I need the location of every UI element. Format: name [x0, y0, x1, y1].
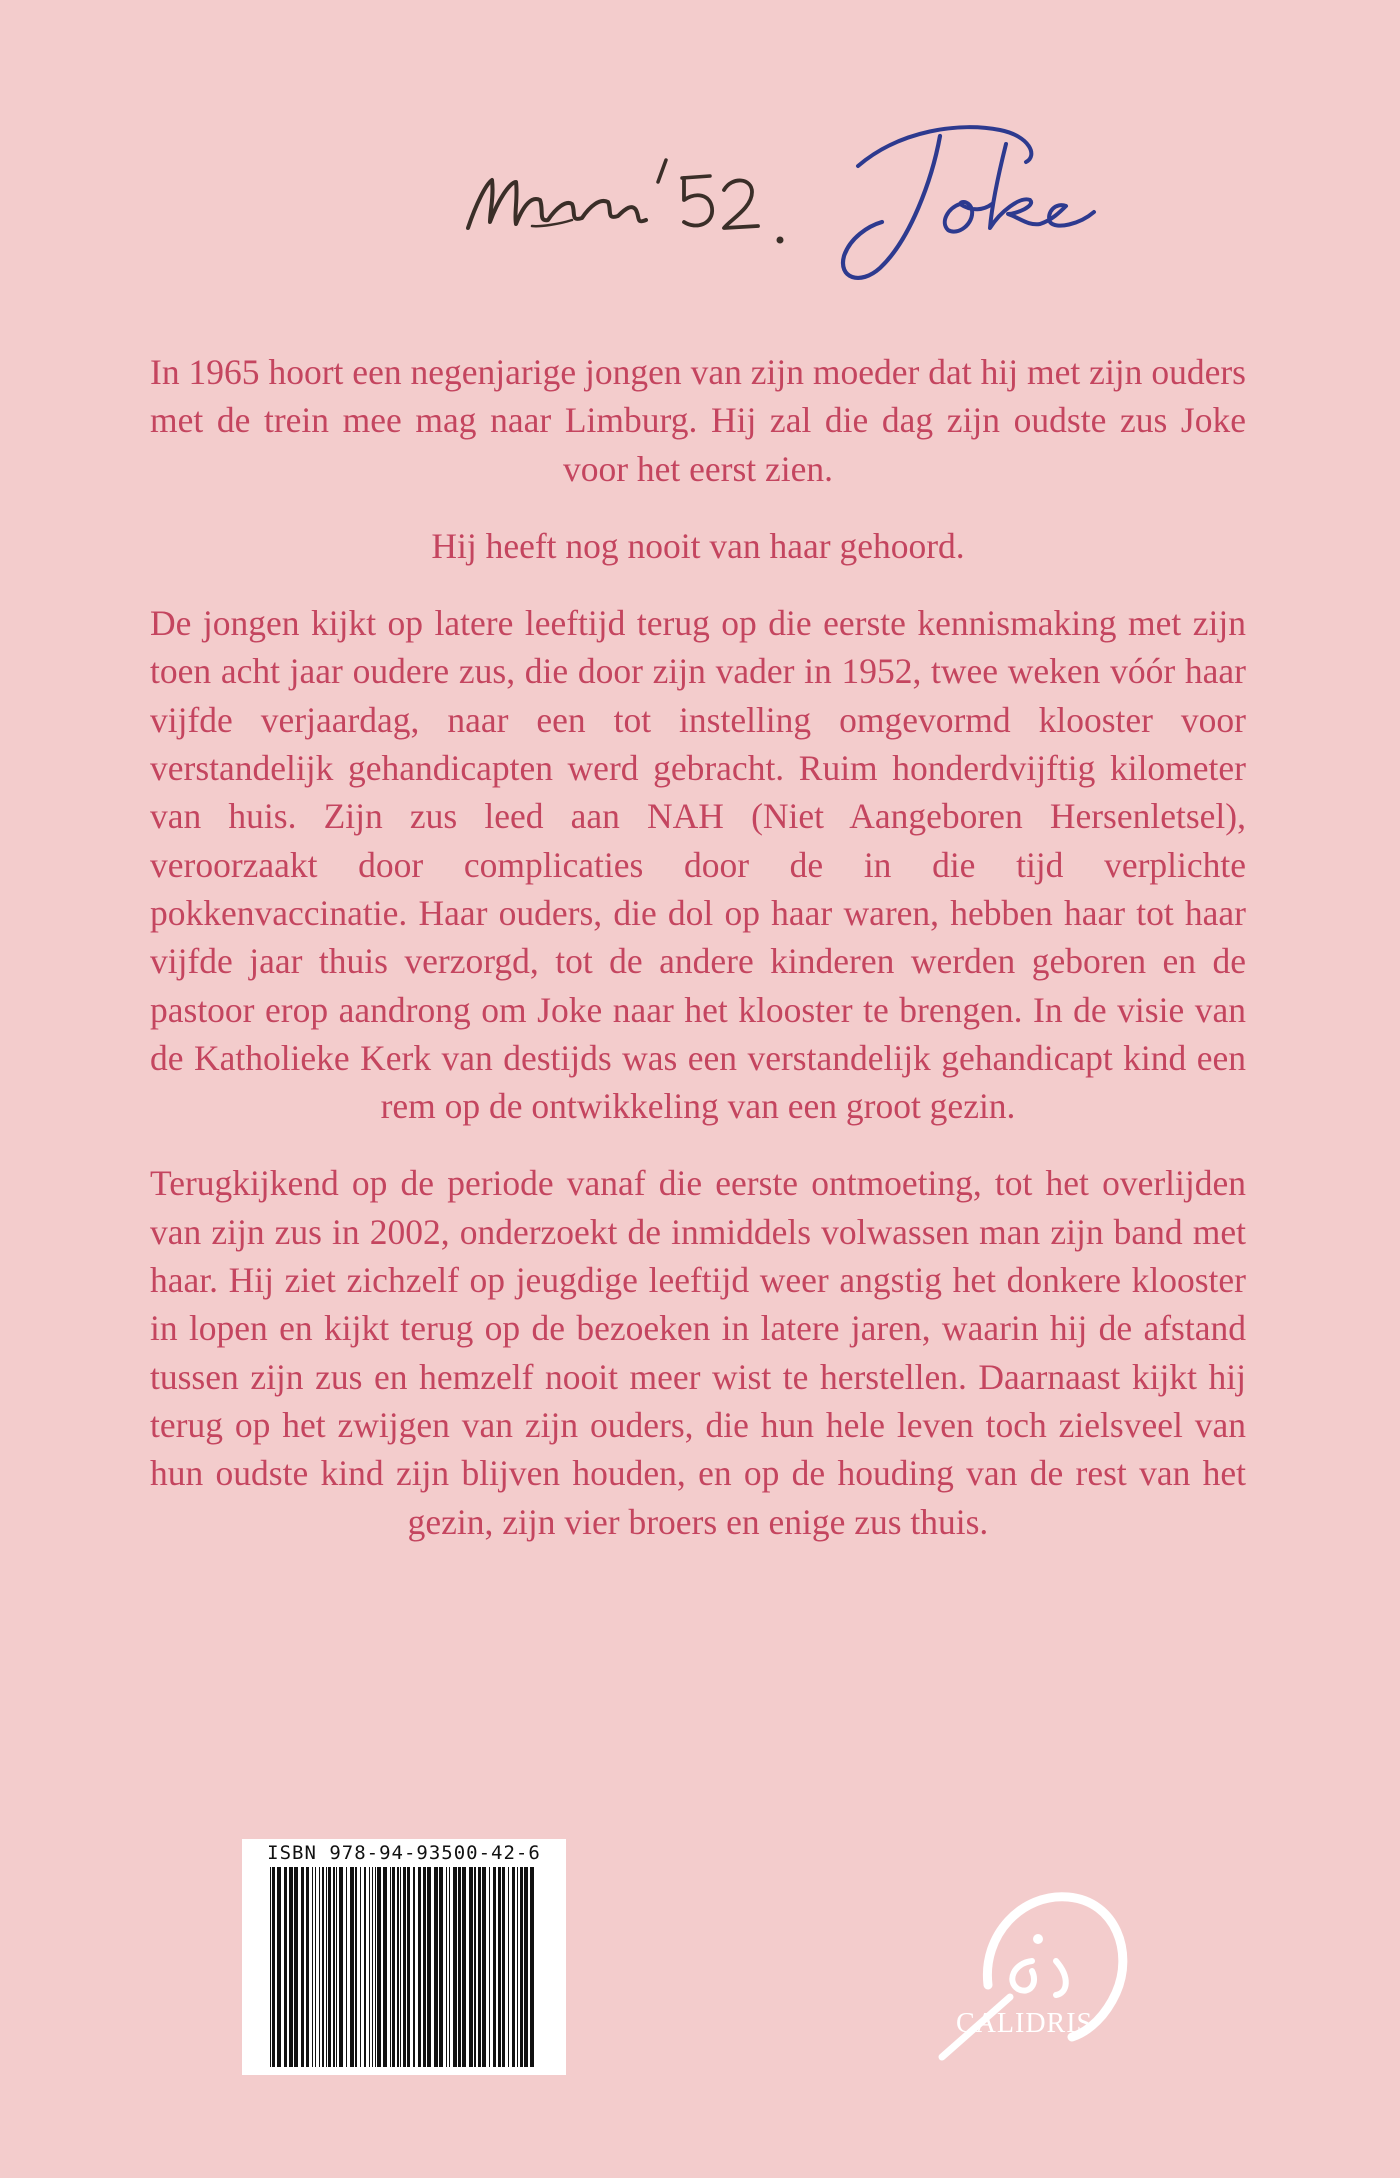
publisher-name: CALIDRIS — [956, 2008, 1094, 2039]
barcode-icon — [270, 1867, 538, 2067]
blurb-paragraph: In 1965 hoort een negenjarige jongen van zijn moeder dat hij met zijn ouders met de trein mee mag naar Limburg. Hij zal die dag zijn oudste zus Joke voor het eerst zien. — [150, 352, 1246, 489]
blurb-paragraph: Terugkijkend op de periode vanaf die eerste ontmoeting, tot het overlijden van zijn zus in 2002, onderzoekt de inmiddels volwassen man zijn band met haar. Hij ziet zichzelf op jeugdige leeftijd weer angstig het donkere klooster in lopen en kijkt terug op de bezoeken in latere jaren, waarin hij de afstand tussen zijn zus en hemzelf nooit meer wist te herstellen. Daarnaast kijkt hij terug op het zwijgen van zijn ouders, die hun hele leven toch zielsveel van hun oudste kind zijn blijven houden, en op de houding van de rest van het gezin, zijn vier broers en enige zus thuis. — [150, 1163, 1246, 1542]
isbn-barcode — [242, 1839, 566, 2075]
handwritten-inscription — [440, 100, 1300, 310]
isbn-number: ISBN 978-94-93500-42-6 — [267, 1842, 541, 1864]
blurb-paragraph: De jongen kijkt op latere leeftijd terug op die eerste kennismaking met zijn toen acht jaar oudere zus, die door zijn vader in 1952, twee weken vóór haar vijfde verjaardag, naar een tot instelling omgevormd klooster voor verstandelijk gehandicapten werd gebracht. Ruim honderdvijftig kilometer van huis. Zijn zus leed aan NAH (Niet Aangeboren Hersenletsel), veroorzaakt door complicaties door de in die tijd verplichte pokkenvaccinatie. Haar ouders, die dol op haar waren, hebben haar tot haar vijfde jaar thuis verzorgd, tot de andere kinderen werden geboren en de pastoor erop aandrong om Joke naar het klooster te brengen. In de visie van de Katholieke Kerk van destijds was een verstandelijk gehandicapt kind een rem op de ontwikkeling van een groot gezin. — [150, 603, 1246, 1127]
blurb-paragraph: Hij heeft nog nooit van haar gehoord. — [431, 525, 965, 566]
back-cover-blurb — [150, 348, 1246, 1575]
